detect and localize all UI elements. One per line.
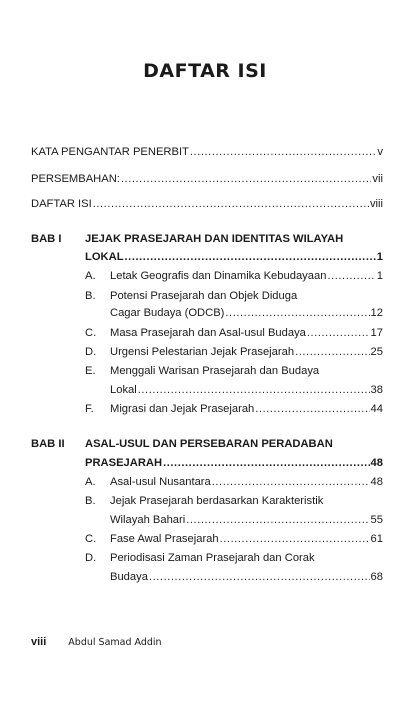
section-title[interactable]: Menggali Warisan Prasejarah dan Budaya <box>110 365 320 377</box>
section-letter: D. <box>85 346 97 358</box>
toc-entry-page: v <box>377 146 383 158</box>
toc-entry-label: PERSEMBAHAN: <box>31 173 120 185</box>
dot-leader <box>225 306 369 321</box>
dot-leader <box>190 145 377 160</box>
dot-leader <box>163 456 369 471</box>
section-entry[interactable] <box>110 269 383 284</box>
section-letter: A. <box>85 476 96 488</box>
chapter-number: BAB II <box>31 438 65 450</box>
section-entry[interactable] <box>110 532 383 547</box>
footer-author: Abdul Samad Addin <box>68 637 162 648</box>
section-letter: E. <box>85 365 96 377</box>
section-title-cont: Wilayah Bahari <box>110 514 186 526</box>
chapter-title[interactable]: ASAL-USUL DAN PERSEBARAN PERADABAN <box>85 438 333 450</box>
section-entry[interactable] <box>110 326 383 341</box>
section-entry[interactable] <box>110 475 383 490</box>
section-title[interactable]: Periodisasi Zaman Prasejarah dan Corak <box>110 552 315 564</box>
section-page: 17 <box>370 327 383 339</box>
dot-leader <box>149 570 370 585</box>
toc-entry-label: DAFTAR ISI <box>31 198 92 210</box>
section-page: 44 <box>370 403 383 415</box>
section-title: Migrasi dan Jejak Prasejarah <box>110 403 255 415</box>
dot-leader <box>307 326 370 341</box>
chapter-title[interactable]: JEJAK PRASEJARAH DAN IDENTITAS WILAYAH <box>85 233 344 245</box>
chapter-page: 48 <box>370 457 383 469</box>
section-title: Masa Prasejarah dan Asal-usul Budaya <box>110 327 306 339</box>
dot-leader <box>186 513 369 528</box>
dot-leader <box>125 250 376 265</box>
section-title[interactable]: Jejak Prasejarah berdasarkan Karakteristik <box>110 495 324 507</box>
toc-entry-page: viii <box>369 198 383 210</box>
toc-entry-label: KATA PENGANTAR PENERBIT <box>31 146 189 158</box>
toc-entry-page: vii <box>372 173 383 185</box>
section-page: 48 <box>370 476 383 488</box>
chapter-title-cont: PRASEJARAH <box>85 457 163 469</box>
section-entry[interactable] <box>110 513 383 528</box>
section-page: 25 <box>370 346 383 358</box>
chapter-title-cont: LOKAL <box>85 251 124 263</box>
section-letter: C. <box>85 533 97 545</box>
dot-leader <box>220 532 370 547</box>
section-title-cont: Cagar Budaya (ODCB) <box>110 307 225 319</box>
dot-leader <box>121 172 372 187</box>
section-title: Urgensi Pelestarian Jejak Prasejarah <box>110 346 295 358</box>
dot-leader <box>93 197 369 212</box>
section-title-cont: Lokal <box>110 384 137 396</box>
section-entry[interactable] <box>110 383 383 398</box>
dot-leader <box>295 345 369 360</box>
section-letter: B. <box>85 495 96 507</box>
section-letter: B. <box>85 290 96 302</box>
section-page: 12 <box>370 307 383 319</box>
section-page: 61 <box>370 533 383 545</box>
toc-entry-kata-pengantar[interactable] <box>31 145 383 160</box>
section-letter: A. <box>85 270 96 282</box>
chapter-number: BAB I <box>31 233 62 245</box>
section-page: 55 <box>370 514 383 526</box>
section-page: 68 <box>370 571 383 583</box>
dot-leader <box>138 383 370 398</box>
section-title[interactable]: Potensi Prasejarah dan Objek Diduga <box>110 290 298 302</box>
section-title-cont: Budaya <box>110 571 148 583</box>
footer-page-number: viii <box>31 636 47 648</box>
page-footer <box>31 636 162 648</box>
section-letter: F. <box>85 403 94 415</box>
section-page: 1 <box>376 270 383 282</box>
section-page: 38 <box>370 384 383 396</box>
page-title: DAFTAR ISI <box>143 60 267 82</box>
chapter-page: 1 <box>376 251 383 263</box>
dot-leader <box>212 475 370 490</box>
section-entry[interactable] <box>110 570 383 585</box>
chapter-title-line[interactable] <box>85 250 383 265</box>
chapter-title-line[interactable] <box>85 456 383 471</box>
section-title: Fase Awal Prasejarah <box>110 533 219 545</box>
section-title: Asal-usul Nusantara <box>110 476 211 488</box>
section-entry[interactable] <box>110 402 383 417</box>
section-entry[interactable] <box>110 306 383 321</box>
section-letter: D. <box>85 552 97 564</box>
toc-entry-daftar-isi[interactable] <box>31 197 383 212</box>
dot-leader <box>327 269 375 284</box>
section-title: Letak Geografis dan Dinamika Kebudayaan <box>110 270 327 282</box>
toc-entry-persembahan[interactable] <box>31 172 383 187</box>
dot-leader <box>255 402 369 417</box>
section-letter: C. <box>85 327 97 339</box>
section-entry[interactable] <box>110 345 383 360</box>
